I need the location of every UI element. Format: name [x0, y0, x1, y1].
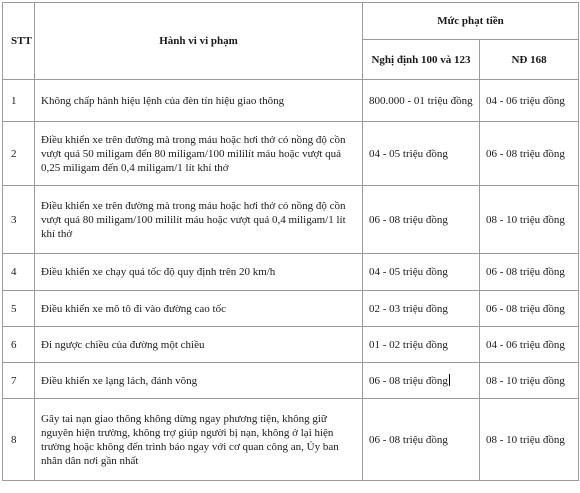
row-fine-new: 06 - 08 triệu đồng	[480, 291, 579, 327]
row-fine-new: 08 - 10 triệu đồng	[480, 186, 579, 254]
row-violation: Điều khiển xe chạy quá tốc độ quy định trên 20 km/h	[35, 254, 363, 291]
row-fine-new: 04 - 06 triệu đồng	[480, 327, 579, 363]
header-violation: Hành vi vi phạm	[35, 3, 363, 80]
row-stt: 7	[3, 363, 35, 399]
row-fine-new: 06 - 08 triệu đồng	[480, 122, 579, 186]
row-fine-new: 04 - 06 triệu đồng	[480, 80, 579, 122]
row-stt: 2	[3, 122, 35, 186]
row-fine-old-text: 06 - 08 triệu đồng	[369, 375, 448, 387]
row-violation: Điều khiển xe mô tô đi vào đường cao tốc	[35, 291, 363, 327]
row-fine-old: 06 - 08 triệu đồng	[363, 399, 480, 481]
row-fine-old: 06 - 08 triệu đồng	[363, 186, 480, 254]
row-violation: Đi ngược chiều của đường một chiều	[35, 327, 363, 363]
table-row	[3, 254, 579, 291]
header-stt: STT	[3, 3, 35, 80]
table-row	[3, 363, 579, 399]
row-stt: 5	[3, 291, 35, 327]
row-fine-old: 01 - 02 triệu đồng	[363, 327, 480, 363]
row-fine-old: 04 - 05 triệu đồng	[363, 122, 480, 186]
table-row	[3, 122, 579, 186]
table-row	[3, 80, 579, 122]
row-stt: 8	[3, 399, 35, 481]
row-fine-old: 800.000 - 01 triệu đồng	[363, 80, 480, 122]
row-violation: Điều khiển xe lạng lách, đánh võng	[35, 363, 363, 399]
row-stt: 1	[3, 80, 35, 122]
row-fine-new: 06 - 08 triệu đồng	[480, 254, 579, 291]
fine-comparison-table	[2, 2, 579, 481]
table-row	[3, 327, 579, 363]
table-row	[3, 291, 579, 327]
row-stt: 3	[3, 186, 35, 254]
row-fine-new: 08 - 10 triệu đồng	[480, 363, 579, 399]
row-violation: Điều khiển xe trên đường mà trong máu hoặc hơi thở có nồng độ cồn vượt quá 80 miligam/100 mililít máu hoặc vượt quá 0,4 miligam/1 lít khí thở	[35, 186, 363, 254]
table-row	[3, 399, 579, 481]
row-violation: Điều khiển xe trên đường mà trong máu hoặc hơi thở có nồng độ cồn vượt quá 50 miligam đến 80 miligam/100 mililít máu hoặc vượt quá 0,25 miligam đến 0,4 miligam/1 lít khí thở	[35, 122, 363, 186]
row-violation: Gây tai nạn giao thông không dừng ngay phương tiện, không giữ nguyên hiện trường, không trợ giúp người bị nạn, không ở lại hiện trường hoặc không đến trình báo ngay với cơ quan công an, Ủy ban nhân dân nơi gần nhất	[35, 399, 363, 481]
header-fine-group: Mức phạt tiền	[363, 3, 579, 40]
row-violation: Không chấp hành hiệu lệnh của đèn tín hiệu giao thông	[35, 80, 363, 122]
header-decree-old: Nghị định 100 và 123	[363, 40, 480, 80]
row-stt: 4	[3, 254, 35, 291]
text-cursor	[449, 374, 450, 386]
row-fine-old: 02 - 03 triệu đồng	[363, 291, 480, 327]
header-decree-new: NĐ 168	[480, 40, 579, 80]
row-fine-old: 04 - 05 triệu đồng	[363, 254, 480, 291]
row-stt: 6	[3, 327, 35, 363]
row-fine-old[interactable]	[363, 363, 480, 399]
table-row	[3, 186, 579, 254]
row-fine-new: 08 - 10 triệu đồng	[480, 399, 579, 481]
